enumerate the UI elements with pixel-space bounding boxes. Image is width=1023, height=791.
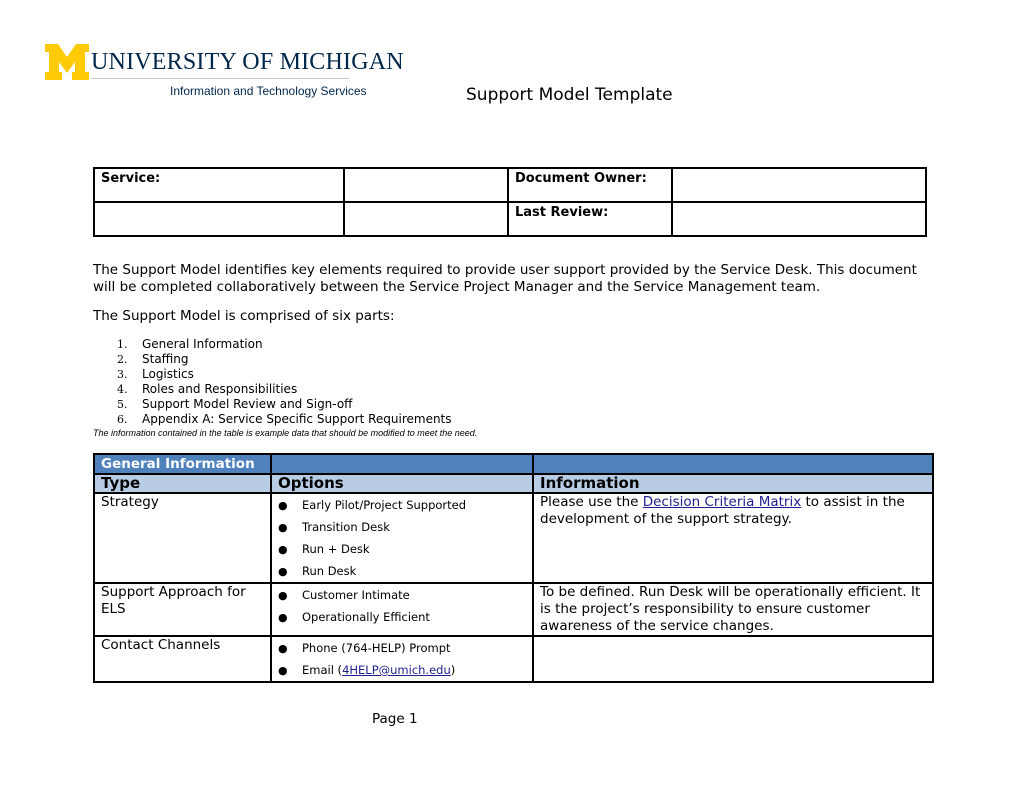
page-number: Page 1 — [372, 711, 418, 727]
bullet-icon: ● — [278, 565, 288, 578]
option-item: ● Run + Desk — [278, 538, 526, 560]
table-row — [94, 636, 933, 682]
type-cell: Contact Channels — [94, 636, 271, 682]
options-cell — [271, 493, 533, 583]
table-row — [94, 493, 933, 583]
header-empty-cell — [533, 454, 933, 474]
bullet-icon: ● — [278, 642, 288, 655]
bullet-icon: ● — [278, 543, 288, 556]
list-item: 5. Support Model Review and Sign-off — [117, 397, 353, 411]
document-owner-label-cell: Document Owner: — [508, 168, 672, 202]
type-cell: Strategy — [94, 493, 271, 583]
option-item: ● Email (4HELP@umich.edu) — [278, 659, 526, 681]
list-item: 4. Roles and Responsibilities — [117, 382, 298, 396]
document-title: Support Model Template — [466, 85, 673, 105]
information-cell — [533, 636, 933, 682]
university-logo — [45, 44, 404, 102]
table-header-row — [94, 454, 933, 474]
logo-divider — [91, 78, 349, 79]
logo-name: UNIVERSITY OF MICHIGAN — [91, 49, 404, 75]
option-item: ● Operationally Efficient — [278, 606, 526, 628]
email-link[interactable]: 4HELP@umich.edu — [342, 663, 451, 677]
options-cell — [271, 636, 533, 682]
option-item: ● Phone (764-HELP) Prompt — [278, 637, 526, 659]
section-header: General Information — [94, 454, 271, 474]
general-information-table — [93, 453, 934, 683]
last-review-value-cell[interactable] — [672, 202, 926, 236]
type-cell: Support Approach for ELS — [94, 583, 271, 636]
option-item: ● Early Pilot/Project Supported — [278, 494, 526, 516]
logo-subtitle: Information and Technology Services — [170, 84, 367, 98]
list-item: 3. Logistics — [117, 367, 194, 381]
block-m-icon — [45, 44, 89, 80]
service-extra-cell-2[interactable] — [344, 202, 508, 236]
column-header-information: Information — [533, 474, 933, 493]
intro-paragraph: The Support Model identifies key elements required to provide user support provided by the Service Desk. This document will be completed collaboratively between the Service Project Manager and the Service Management team. — [93, 262, 917, 295]
option-item: ● Run Desk — [278, 560, 526, 582]
list-item: 1. General Information — [117, 337, 263, 351]
column-header-options: Options — [271, 474, 533, 493]
header-empty-cell — [271, 454, 533, 474]
example-data-note: The information contained in the table is example data that should be modified to meet the need. — [93, 428, 478, 438]
table-row — [94, 583, 933, 636]
parts-intro: The Support Model is comprised of six parts: — [93, 308, 395, 324]
last-review-label-cell: Last Review: — [508, 202, 672, 236]
column-header-row — [94, 474, 933, 493]
bullet-icon: ● — [278, 589, 288, 602]
column-header-type: Type — [94, 474, 271, 493]
option-item: ● Customer Intimate — [278, 584, 526, 606]
options-cell — [271, 583, 533, 636]
decision-criteria-matrix-link[interactable]: Decision Criteria Matrix — [642, 494, 802, 510]
option-item: ● Transition Desk — [278, 516, 526, 538]
list-item: 6. Appendix A: Service Specific Support Requirements — [117, 412, 452, 426]
list-item: 2. Staffing — [117, 352, 189, 366]
bullet-icon: ● — [278, 664, 288, 677]
bullet-icon: ● — [278, 499, 288, 512]
information-cell: Please use the Decision Criteria Matrix to assist in the development of the support strategy. — [533, 493, 933, 583]
service-label-cell: Service: — [94, 168, 344, 202]
document-owner-value-cell[interactable] — [672, 168, 926, 202]
information-cell: To be defined. Run Desk will be operationally efficient. It is the project’s responsibility to ensure customer awareness of the service changes. — [533, 583, 933, 636]
parts-list — [117, 337, 452, 427]
bullet-icon: ● — [278, 611, 288, 624]
bullet-icon: ● — [278, 521, 288, 534]
service-value-cell[interactable] — [344, 168, 508, 202]
service-extra-cell[interactable] — [94, 202, 344, 236]
service-info-table — [93, 167, 927, 237]
